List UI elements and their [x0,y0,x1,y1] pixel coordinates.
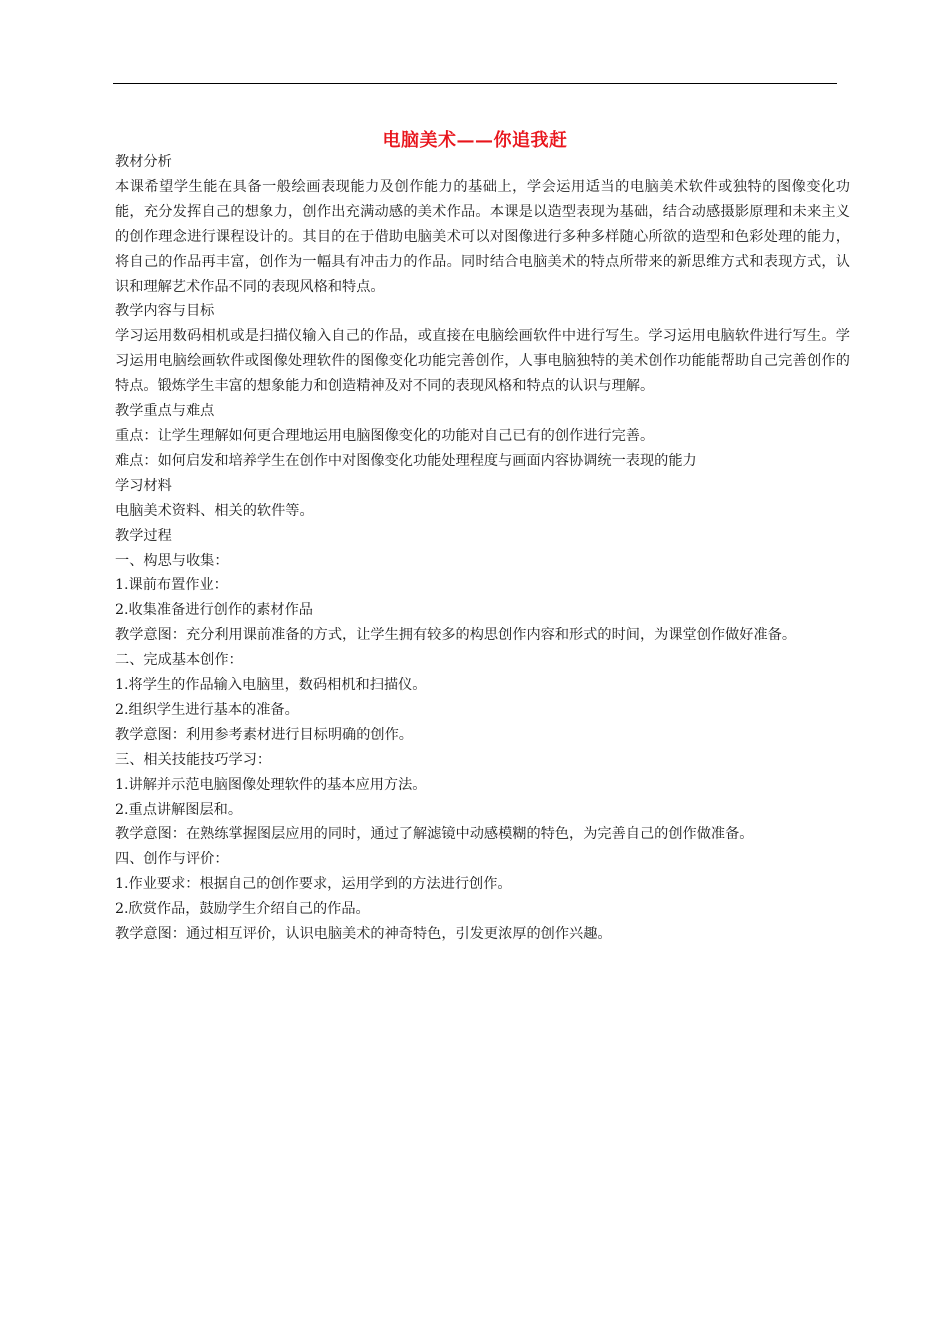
heading-teaching-process: 教学过程 [115,527,172,544]
document-body [115,150,850,947]
section-two-item-2: 2.组织学生进行基本的准备。 [115,701,299,718]
section-four-intent: 教学意图：通过相互评价，认识电脑美术的神奇特色，引发更浓厚的创作兴趣。 [115,926,612,943]
header-rule [113,83,837,84]
section-three-item-2: 2.重点讲解图层和。 [115,801,243,818]
paragraph-textbook-analysis: 本课希望学生能在具备一般绘画表现能力及创作能力的基础上，学会运用适当的电脑美术软件或独特的图像变化功能，充分发挥自己的想象力，创作出充满动感的美术作品。本课是以造型表现为基础，结合动感摄影原理和未来主义的创作理念进行课程设计的。其目的在于借助电脑美术可以对图像进行多种多样随心所欲的造型和色彩处理的能力，将自己的作品再丰富，创作为一幅具有冲击力的作品。同时结合电脑美术的特点所带来的新思维方式和表现方式，认识和理解艺术作品不同的表现风格和特点。 [115,178,850,295]
section-four-item-1: 1.作业要求：根据自己的创作要求，运用学到的方法进行创作。 [115,876,512,893]
section-two-intent: 教学意图：利用参考素材进行目标明确的创作。 [115,726,413,743]
heading-materials: 学习材料 [115,477,172,494]
paragraph-content-goals: 学习运用数码相机或是扫描仪输入自己的作品，或直接在电脑绘画软件中进行写生。学习运用电脑软件进行写生。学习运用电脑绘画软件或图像处理软件的图像变化功能完善创作，人事电脑独特的美术创作功能能帮助自己完善创作的特点。锻炼学生丰富的想象能力和创造精神及对不同的表现风格和特点的认识与理解。 [115,328,850,395]
section-one-heading: 一、构思与收集： [115,552,229,569]
heading-content-goals: 教学内容与目标 [115,303,215,320]
heading-key-difficult-points: 教学重点与难点 [115,403,215,420]
paragraph-difficult-point: 难点：如何启发和培养学生在创作中对图像变化功能处理程度与画面内容协调统一表现的能力 [115,452,697,469]
section-two-heading: 二、完成基本创作： [115,652,243,669]
section-three-item-1: 1.讲解并示范电脑图像处理软件的基本应用方法。 [115,776,427,793]
paragraph-key-point: 重点：让学生理解如何更合理地运用电脑图像变化的功能对自己已有的创作进行完善。 [115,427,655,444]
section-one-intent: 教学意图：充分利用课前准备的方式，让学生拥有较多的构思创作内容和形式的时间，为课堂创作做好准备。 [115,627,797,644]
section-one-item-2: 2.收集准备进行创作的素材作品 [115,602,313,619]
paragraph-materials: 电脑美术资料、相关的软件等。 [115,502,314,519]
section-four-heading: 四、创作与评价： [115,851,229,868]
section-three-intent: 教学意图：在熟练掌握图层应用的同时，通过了解滤镜中动感模糊的特色，为完善自己的创作做准备。 [115,826,754,843]
document-title: 电脑美术——你追我赶 [382,130,568,151]
heading-textbook-analysis: 教材分析 [115,154,172,170]
section-two-item-1: 1.将学生的作品输入电脑里，数码相机和扫描仪。 [115,677,427,694]
section-four-item-2: 2.欣赏作品，鼓励学生介绍自己的作品。 [115,901,370,918]
section-one-item-1: 1.课前布置作业： [115,577,228,594]
section-three-heading: 三、相关技能技巧学习： [115,751,272,768]
